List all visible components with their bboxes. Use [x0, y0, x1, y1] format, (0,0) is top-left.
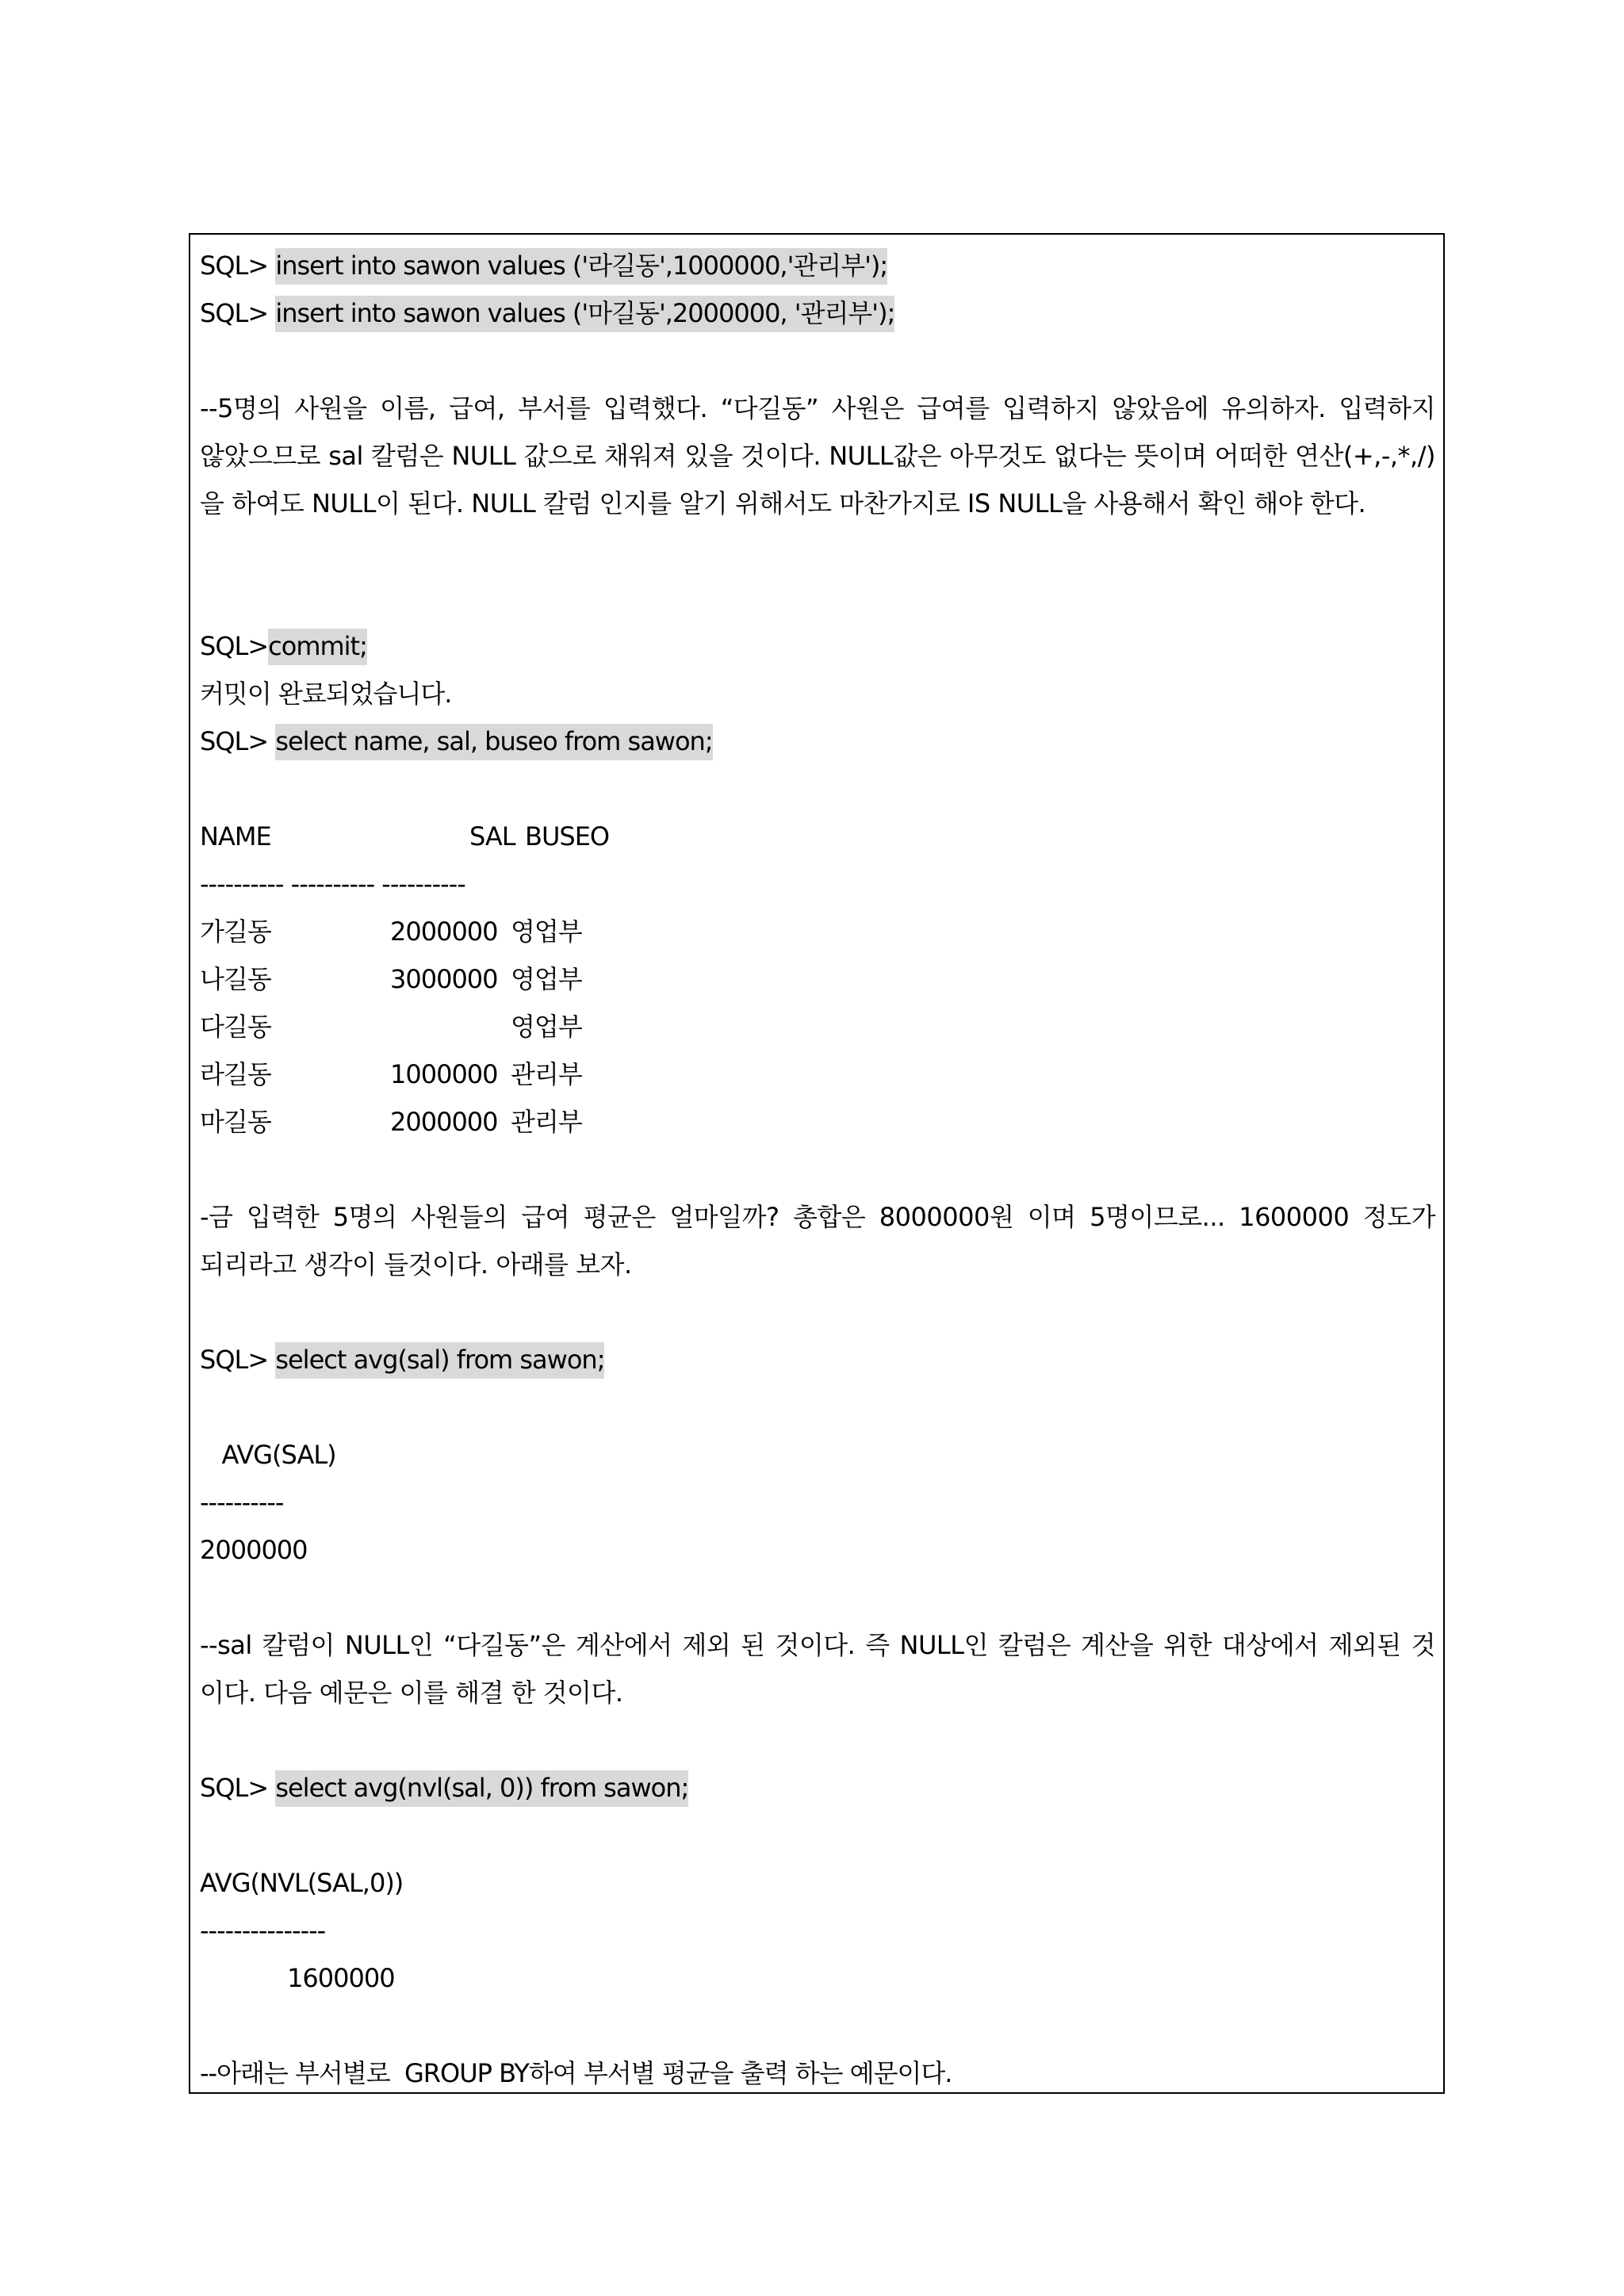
column-header-name: NAME: [200, 821, 271, 851]
cell-buseo: 관리부: [511, 1107, 582, 1137]
sql-prompt: SQL>: [200, 1773, 276, 1803]
cell-buseo: 관리부: [511, 1059, 582, 1089]
column-header-buseo: BUSEO: [525, 821, 610, 851]
explanation-paragraph-excluded: --sal 칼럼이 NULL인 “다길동”은 계산에서 제외 된 것이다. 즉 NULL인 칼럼은 계산을 위한 대상에서 제외된 것 이다. 다음 예문은 이를 해결 한 것이다.: [200, 1630, 1435, 1708]
cell-name: 마길동: [200, 1107, 271, 1137]
blank-line: [200, 1574, 1435, 1621]
sql-command: insert into sawon values ('마길동',2000000, '관리부');: [275, 296, 894, 332]
nvl-result-header: AVG(NVL(SAL,0)): [200, 1868, 404, 1898]
explanation-paragraph-average: -금 입력한 5명의 사원들의 급여 평균은 얼마일까? 총합은 8000000원 이며 5명이므로... 1600000 정도가 되리라고 생각이 들것이다. 아래를 보자.: [200, 1202, 1435, 1280]
explanation-paragraph-null: --5명의 사원을 이름, 급여, 부서를 입력했다. “다길동” 사원은 급여를 입력하지 않았음에 유의하자. 입력하지 않았으므로 sal 칼럼은 NULL 값으로 채워져 있을 것이다. NULL값은 아무것도 없다는 뜻이며 어떠한 연산(+,-,*,/)을 하여도 NULL이 된다. NULL 칼럼 인지를 알기 위해서도 마찬가지로 IS NULL을 사용해서 확인 해야 한다.: [200, 393, 1435, 519]
cell-sal: 2000000: [390, 916, 498, 947]
sql-nvl-line: [200, 1764, 1435, 1812]
blank-line: [200, 2002, 1435, 2049]
avg-result-separator: ----------: [200, 1487, 284, 1517]
table-row: [200, 955, 1435, 1003]
cell-sal: 3000000: [390, 964, 498, 994]
result-table-header: [200, 813, 1435, 860]
sql-prompt: SQL>: [200, 1345, 276, 1375]
blank-line: [200, 1383, 1435, 1431]
blank-line: [200, 1288, 1435, 1336]
sql-command: select avg(nvl(sal, 0)) from sawon;: [275, 1770, 688, 1807]
avg-result-header: AVG(SAL): [200, 1440, 336, 1470]
document-box: [189, 233, 1445, 2094]
table-row: [200, 1050, 1435, 1098]
cell-buseo: 영업부: [511, 916, 582, 947]
nvl-result-value: 1600000: [200, 1963, 395, 1993]
cell-sal: 2000000: [390, 1107, 498, 1137]
table-row: [200, 908, 1435, 955]
sql-prompt: SQL>: [200, 251, 276, 281]
blank-line: [200, 1812, 1435, 1859]
cell-name: 라길동: [200, 1059, 271, 1089]
sql-commit-line: [200, 622, 1435, 670]
blank-line: [200, 765, 1435, 813]
cell-buseo: 영업부: [511, 1012, 582, 1042]
sql-command: insert into sawon values ('라길동',1000000,'관리부');: [275, 248, 887, 285]
sql-insert-line-ra: [200, 242, 1435, 289]
sql-command: select name, sal, buseo from sawon;: [275, 724, 712, 760]
document-content: [200, 242, 1435, 2094]
sql-prompt: SQL>: [200, 726, 276, 756]
sql-prompt: SQL>: [200, 298, 276, 328]
nvl-result-separator: ---------------: [200, 1915, 326, 1946]
table-row: [200, 1003, 1435, 1050]
sql-select-line: [200, 718, 1435, 765]
cell-name: 다길동: [200, 1012, 271, 1042]
explanation-group-by: --아래는 부서별로 GROUP BY하여 부서별 평균을 출력 하는 예문이다.: [200, 2058, 952, 2088]
sql-prompt: SQL>: [200, 631, 269, 661]
table-row: [200, 1098, 1435, 1146]
sql-insert-line-ma: [200, 289, 1435, 337]
cell-sal: 1000000: [390, 1059, 498, 1089]
sql-avg-line: [200, 1336, 1435, 1383]
blank-line: [200, 575, 1435, 622]
blank-line: [200, 1146, 1435, 1193]
sql-command: select avg(sal) from sawon;: [275, 1342, 604, 1379]
sql-command: commit;: [268, 629, 367, 665]
blank-line: [200, 1716, 1435, 1764]
cell-name: 나길동: [200, 964, 271, 994]
result-table-separator: ---------- ---------- ----------: [200, 869, 465, 899]
avg-result-value: 2000000: [200, 1535, 308, 1565]
cell-buseo: 영업부: [511, 964, 582, 994]
column-header-sal: SAL: [469, 821, 515, 851]
commit-result-text: 커밋이 완료되었습니다.: [200, 679, 452, 709]
cell-name: 가길동: [200, 916, 271, 947]
blank-line: [200, 337, 1435, 385]
